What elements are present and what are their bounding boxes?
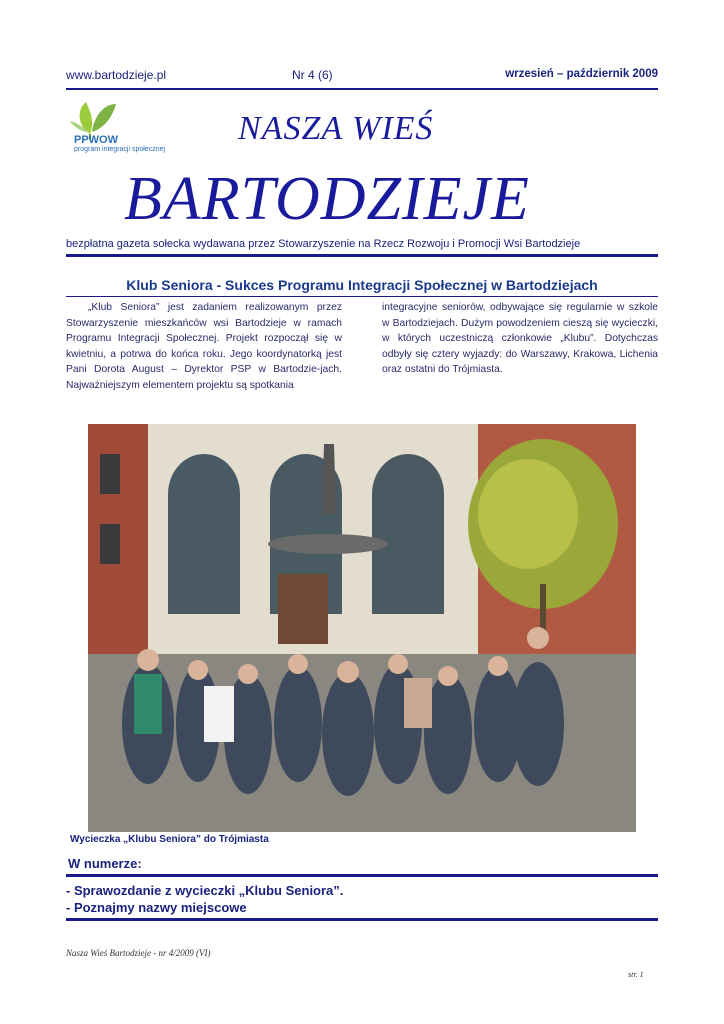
masthead-rule [66,254,658,257]
website-url[interactable]: www.bartodzieje.pl [66,68,167,82]
masthead-title-small: NASZA WIEŚ [238,110,434,147]
header-rule [66,88,658,90]
issue-number: Nr 4 (6) [292,68,333,82]
article-column-2: integracyjne seniorów, odbywające się regularnie w szkole w Bartodziejach. Dużym powodzeniem cieszą się wycieczki, w których uczestniczą członkowie „Klubu”. Dotychczas odbyły się cztery wyjazdy: do Warszawy, Krakowa, Lichenia oraz ostatni do Trójmiasta. [382,302,658,375]
photo-illustration [88,424,636,832]
photo-caption: Wycieczka „Klubu Seniora” do Trójmiasta [70,834,269,845]
in-issue-heading: W numerze: [68,856,142,871]
in-issue-rule-top [66,874,658,877]
header-bar [66,68,658,88]
article-column-1: „Klub Seniora” jest zadaniem realizowanym przez Stowarzyszenie mieszkańców wsi Bartodzieje w ramach Programu Integracji Społecznej. Projekt rozpoczął się w kwietniu, a potrwa do końca roku. Jego koordynatorką jest Pani Dorota August – Dyrektor PSP w Bartodzie-jach. Najważniejszym elementem projektu są spotkania [66,302,342,391]
issue-date: wrzesień – październik 2009 [505,68,658,80]
masthead-title-large: BARTODZIEJE [124,165,530,233]
in-issue-item: - Sprawozdanie z wycieczki „Klubu Seniora”. [66,883,344,898]
logo-title: PPWOW [74,134,118,146]
logo-subtitle: program integracji społecznej [74,146,166,153]
article-headline: Klub Seniora - Sukces Programu Integracji Społecznej w Bartodziejach [126,277,598,293]
masthead-subtitle: bezpłatna gazeta sołecka wydawana przez Stowarzyszenie na Rzecz Rozwoju i Promocji Wsi Bartodzieje [66,238,581,250]
in-issue-item: - Poznajmy nazwy miejscowe [66,900,247,915]
headline-rule [66,296,658,297]
in-issue-rule-bottom [66,918,658,921]
footer-text: Nasza Wieś Bartodzieje - nr 4/2009 (VI) [66,948,211,958]
group-photo [88,424,636,832]
page-number: str. 1 [628,970,644,979]
